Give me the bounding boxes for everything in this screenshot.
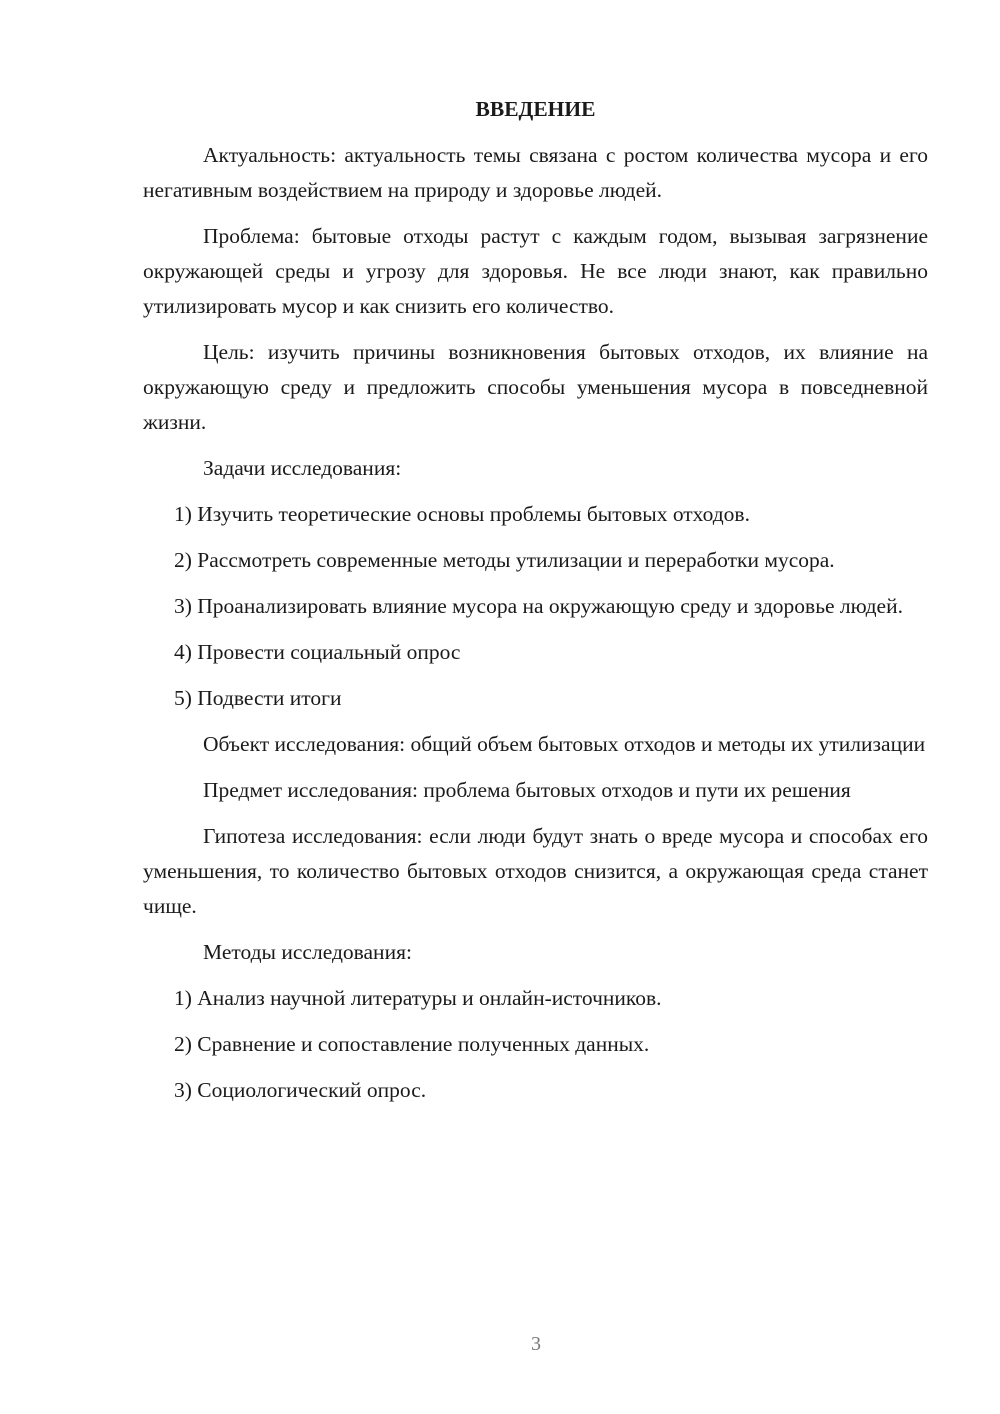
paragraph-goal: Цель: изучить причины возникновения бытовых отходов, их влияние на окружающую среду и предложить способы уменьшения мусора в повседневной жизни.: [143, 340, 928, 434]
methods-heading: Методы исследования:: [203, 940, 412, 964]
method-item-1: 1) Анализ научной литературы и онлайн-источников.: [174, 986, 662, 1010]
task-item-2: 2) Рассмотреть современные методы утилизации и переработки мусора.: [174, 548, 835, 572]
task-item-3: 3) Проанализировать влияние мусора на окружающую среду и здоровье людей.: [174, 594, 903, 618]
method-item-3: 3) Социологический опрос.: [174, 1078, 427, 1102]
paragraph-object: Объект исследования: общий объем бытовых отходов и методы их утилизации: [203, 732, 926, 756]
paragraph-subject: Предмет исследования: проблема бытовых отходов и пути их решения: [203, 778, 851, 802]
tasks-heading: Задачи исследования:: [203, 456, 402, 480]
paragraph-problem: Проблема: бытовые отходы растут с каждым годом, вызывая загрязнение окружающей среды и угрозу для здоровья. Не все люди знают, как правильно утилизировать мусор и как снизить его количество.: [143, 224, 928, 318]
task-item-5: 5) Подвести итоги: [174, 686, 342, 710]
page-number: 3: [531, 1333, 541, 1355]
paragraph-hypothesis: Гипотеза исследования: если люди будут знать о вреде мусора и способах его уменьшения, то количество бытовых отходов снизится, а окружающая среда станет чище.: [143, 824, 928, 918]
method-item-2: 2) Сравнение и сопоставление полученных данных.: [174, 1032, 650, 1056]
document-page: [143, 92, 928, 1119]
task-item-1: 1) Изучить теоретические основы проблемы бытовых отходов.: [174, 502, 750, 526]
page-title: ВВЕДЕНИЕ: [475, 97, 596, 121]
paragraph-relevance: Актуальность: актуальность темы связана с ростом количества мусора и его негативным воздействием на природу и здоровье людей.: [143, 143, 928, 202]
task-item-4: 4) Провести социальный опрос: [174, 640, 461, 664]
